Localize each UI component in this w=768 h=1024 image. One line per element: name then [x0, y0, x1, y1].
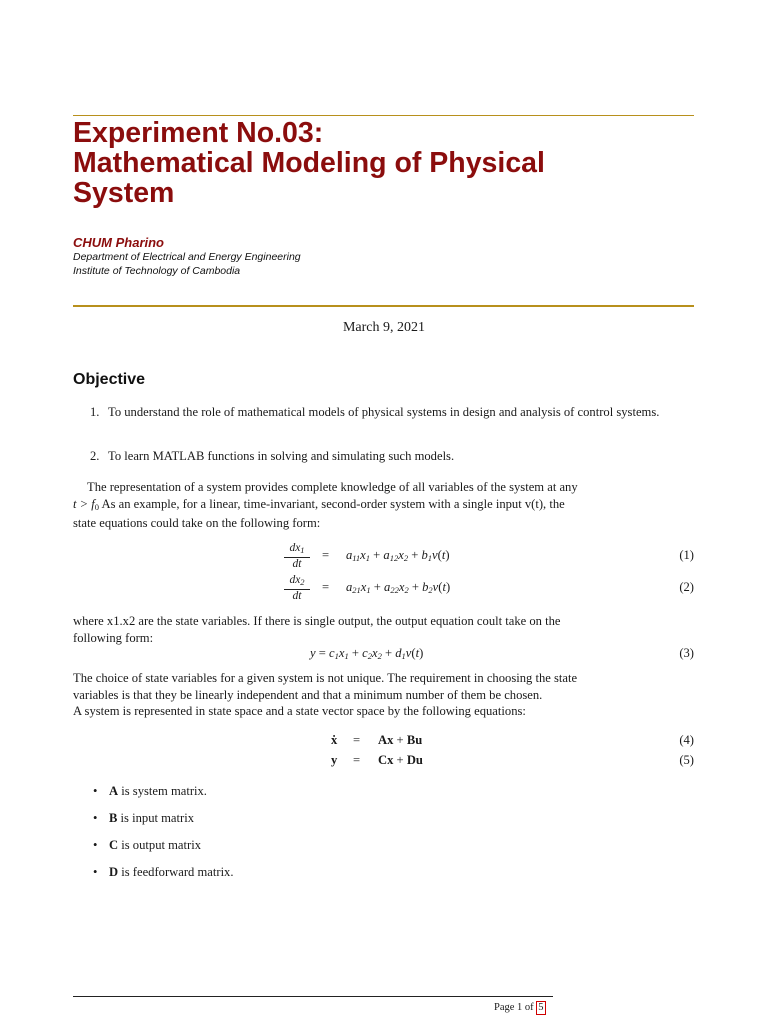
intro-line-3: state equations could take on the following form:	[73, 516, 321, 530]
where-line-1: where x1.x2 are the state variables. If there is single output, the output equation coult take on the	[73, 614, 561, 628]
bullet-icon: •	[93, 811, 98, 825]
equation-3-body: $y = c_1x_1 + c_2x_2 + d_1v(t)$	[310, 646, 424, 661]
objective-item-text: To learn MATLAB functions in solving and simulating such models.	[108, 449, 455, 463]
equation-4-lhs: ẋ	[331, 733, 338, 747]
intro-math-t: t > f	[73, 496, 95, 511]
equation-5-lhs: y	[331, 753, 338, 767]
equation-number: (5)	[679, 753, 694, 767]
where-paragraph	[73, 613, 694, 646]
where-line-2: following form:	[73, 630, 154, 645]
institute: Institute of Technology of Cambodia	[73, 264, 241, 277]
author-name: CHUM Pharino	[73, 235, 164, 250]
equation-5-rhs: Cx + Du	[378, 753, 423, 767]
section-heading-objective: Objective	[73, 371, 146, 388]
intro-paragraph	[73, 479, 694, 532]
equation-4	[73, 733, 694, 751]
equation-5	[73, 753, 694, 771]
equals-sign: =	[322, 580, 330, 594]
page-footer	[494, 1001, 546, 1015]
author-affiliation	[73, 251, 301, 278]
equals-sign: =	[353, 753, 361, 767]
title-line-3: System	[73, 177, 175, 209]
department: Department of Electrical and Energy Engineering	[73, 251, 301, 263]
header-bottom-rule	[73, 305, 694, 307]
intro-line-2-text: As an example, for a linear, time-invariant, second-order system with a single input v(t), the	[99, 496, 565, 511]
equation-2	[73, 574, 694, 606]
fraction-dx2-dt: $\frac{dx_2}{dt}$	[284, 574, 310, 603]
document-title	[73, 118, 694, 208]
equals-sign: =	[322, 548, 330, 562]
choice-paragraph	[73, 670, 694, 720]
equation-3	[73, 646, 694, 664]
equation-4-rhs: Ax + Bu	[378, 733, 423, 747]
choice-line-3: A system is represented in state space and a state vector space by the following equations:	[73, 704, 526, 718]
equation-number: (2)	[679, 580, 694, 594]
equation-2-rhs: $a_{21}x_1 + a_{22}x_2 + b_2v(t)$	[346, 580, 451, 595]
document-date: March 9, 2021	[342, 320, 426, 335]
equation-number: (3)	[679, 646, 694, 660]
objective-item-number: 1.	[90, 405, 100, 419]
equation-number: (4)	[679, 733, 694, 747]
choice-line-2: variables is that they be linearly independent and that a minimum number of them be chosen.	[73, 687, 543, 702]
bullet-icon: •	[93, 865, 98, 879]
equation-1	[73, 542, 694, 574]
objective-item-text: To understand the role of mathematical models of physical systems in design and analysis of control systems.	[108, 405, 660, 419]
page-number-label: Page 1 of	[494, 1002, 537, 1013]
fraction-dx1-dt: $\frac{dx_1}{dt}$	[284, 542, 310, 571]
bullet-text: is output matrix	[118, 838, 202, 852]
bullet-symbol: D	[109, 865, 119, 879]
equals-sign: =	[353, 733, 361, 747]
bullet-symbol: C	[109, 838, 119, 852]
bullet-text: is system matrix.	[118, 784, 207, 798]
intro-line-1: The representation of a system provides complete knowledge of all variables of the system at any	[87, 480, 578, 494]
total-pages-link[interactable]: 5	[538, 1002, 544, 1013]
title-line-2: Mathematical Modeling of Physical	[73, 147, 545, 179]
bullet-icon: •	[93, 838, 98, 852]
bullet-text: is input matrix	[117, 811, 195, 825]
intro-math-sub: 0	[94, 501, 100, 512]
bullet-symbol: A	[109, 784, 119, 798]
title-line-1: Experiment No.03:	[73, 117, 324, 149]
bullet-text: is feedforward matrix.	[118, 865, 234, 879]
footer-rule	[73, 996, 553, 997]
bullet-symbol: B	[109, 811, 118, 825]
header-top-rule	[73, 115, 694, 116]
objective-item-number: 2.	[90, 449, 100, 463]
equation-1-rhs: $a_{11}x_1 + a_{12}x_2 + b_1v(t)$	[346, 548, 450, 563]
intro-line-2	[73, 496, 694, 516]
choice-line-1: The choice of state variables for a given system is not unique. The requirement in choosing the state	[73, 671, 578, 685]
bullet-icon: •	[93, 784, 98, 798]
equation-number: (1)	[679, 548, 694, 562]
